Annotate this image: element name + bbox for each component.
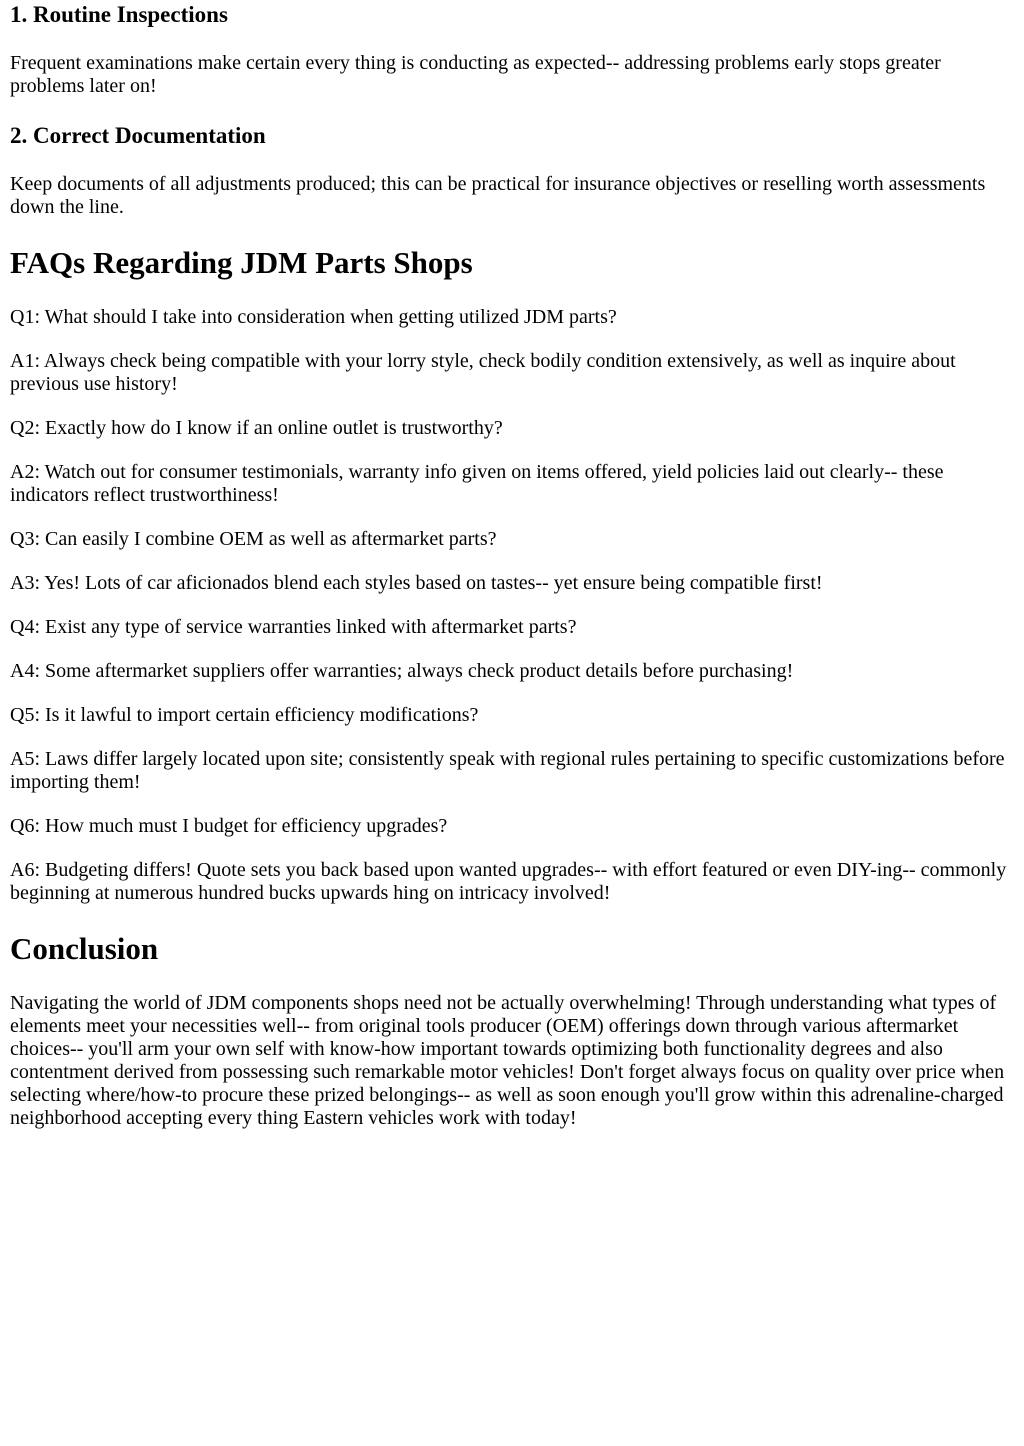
- faq-question-6: Q6: How much must I budget for efficiency upgrades?: [10, 815, 448, 837]
- faq-question-3: Q3: Can easily I combine OEM as well as aftermarket parts?: [10, 528, 497, 550]
- faq-answer-1: A1: Always check being compatible with your lorry style, check bodily condition extensively, as well as inquire about previous use history!: [10, 350, 956, 395]
- faq-answer-2: A2: Watch out for consumer testimonials, warranty info given on items offered, yield policies laid out clearly-- these indicators reflect trustworthiness!: [10, 461, 944, 506]
- faq-answer-4: A4: Some aftermarket suppliers offer warranties; always check product details before purchasing!: [10, 660, 794, 682]
- paragraph-correct-documentation: Keep documents of all adjustments produced; this can be practical for insurance objectives or reselling worth assessments down the line.: [10, 173, 986, 218]
- section-heading-routine-inspections: 1. Routine Inspections: [10, 2, 228, 27]
- section-heading-correct-documentation: 2. Correct Documentation: [10, 123, 266, 148]
- faq-question-2: Q2: Exactly how do I know if an online outlet is trustworthy?: [10, 417, 503, 439]
- faq-question-1: Q1: What should I take into consideration when getting utilized JDM parts?: [10, 306, 617, 328]
- paragraph-routine-inspections: Frequent examinations make certain every thing is conducting as expected-- addressing problems early stops greater problems later on!: [10, 52, 941, 97]
- conclusion-paragraph: Navigating the world of JDM components shops need not be actually overwhelming! Through understanding what types of elements meet your necessities well-- from original tools producer (OEM) offerings down through various aftermarket choices-- you'll arm your own self with know-how important towards optimizing both functionality degrees and also contentment derived from possessing such remarkable motor vehicles! Don't forget always focus on quality over price when selecting where/how-to procure these prized belongings-- as well as soon enough you'll grow within this adrenaline-charged neighborhood accepting every thing Eastern vehicles work with today!: [10, 992, 1005, 1129]
- faq-answer-5: A5: Laws differ largely located upon site; consistently speak with regional rules pertaining to specific customizations before importing them!: [10, 748, 1005, 793]
- faq-answer-6: A6: Budgeting differs! Quote sets you back based upon wanted upgrades-- with effort featured or even DIY-ing-- commonly beginning at numerous hundred bucks upwards hing on intricacy involved!: [10, 859, 1007, 904]
- faq-answer-3: A3: Yes! Lots of car aficionados blend each styles based on tastes-- yet ensure being compatible first!: [10, 572, 823, 594]
- conclusion-heading: Conclusion: [10, 931, 159, 966]
- faq-question-4: Q4: Exist any type of service warranties linked with aftermarket parts?: [10, 616, 577, 638]
- faq-heading: FAQs Regarding JDM Parts Shops: [10, 245, 473, 280]
- faq-question-5: Q5: Is it lawful to import certain efficiency modifications?: [10, 704, 479, 726]
